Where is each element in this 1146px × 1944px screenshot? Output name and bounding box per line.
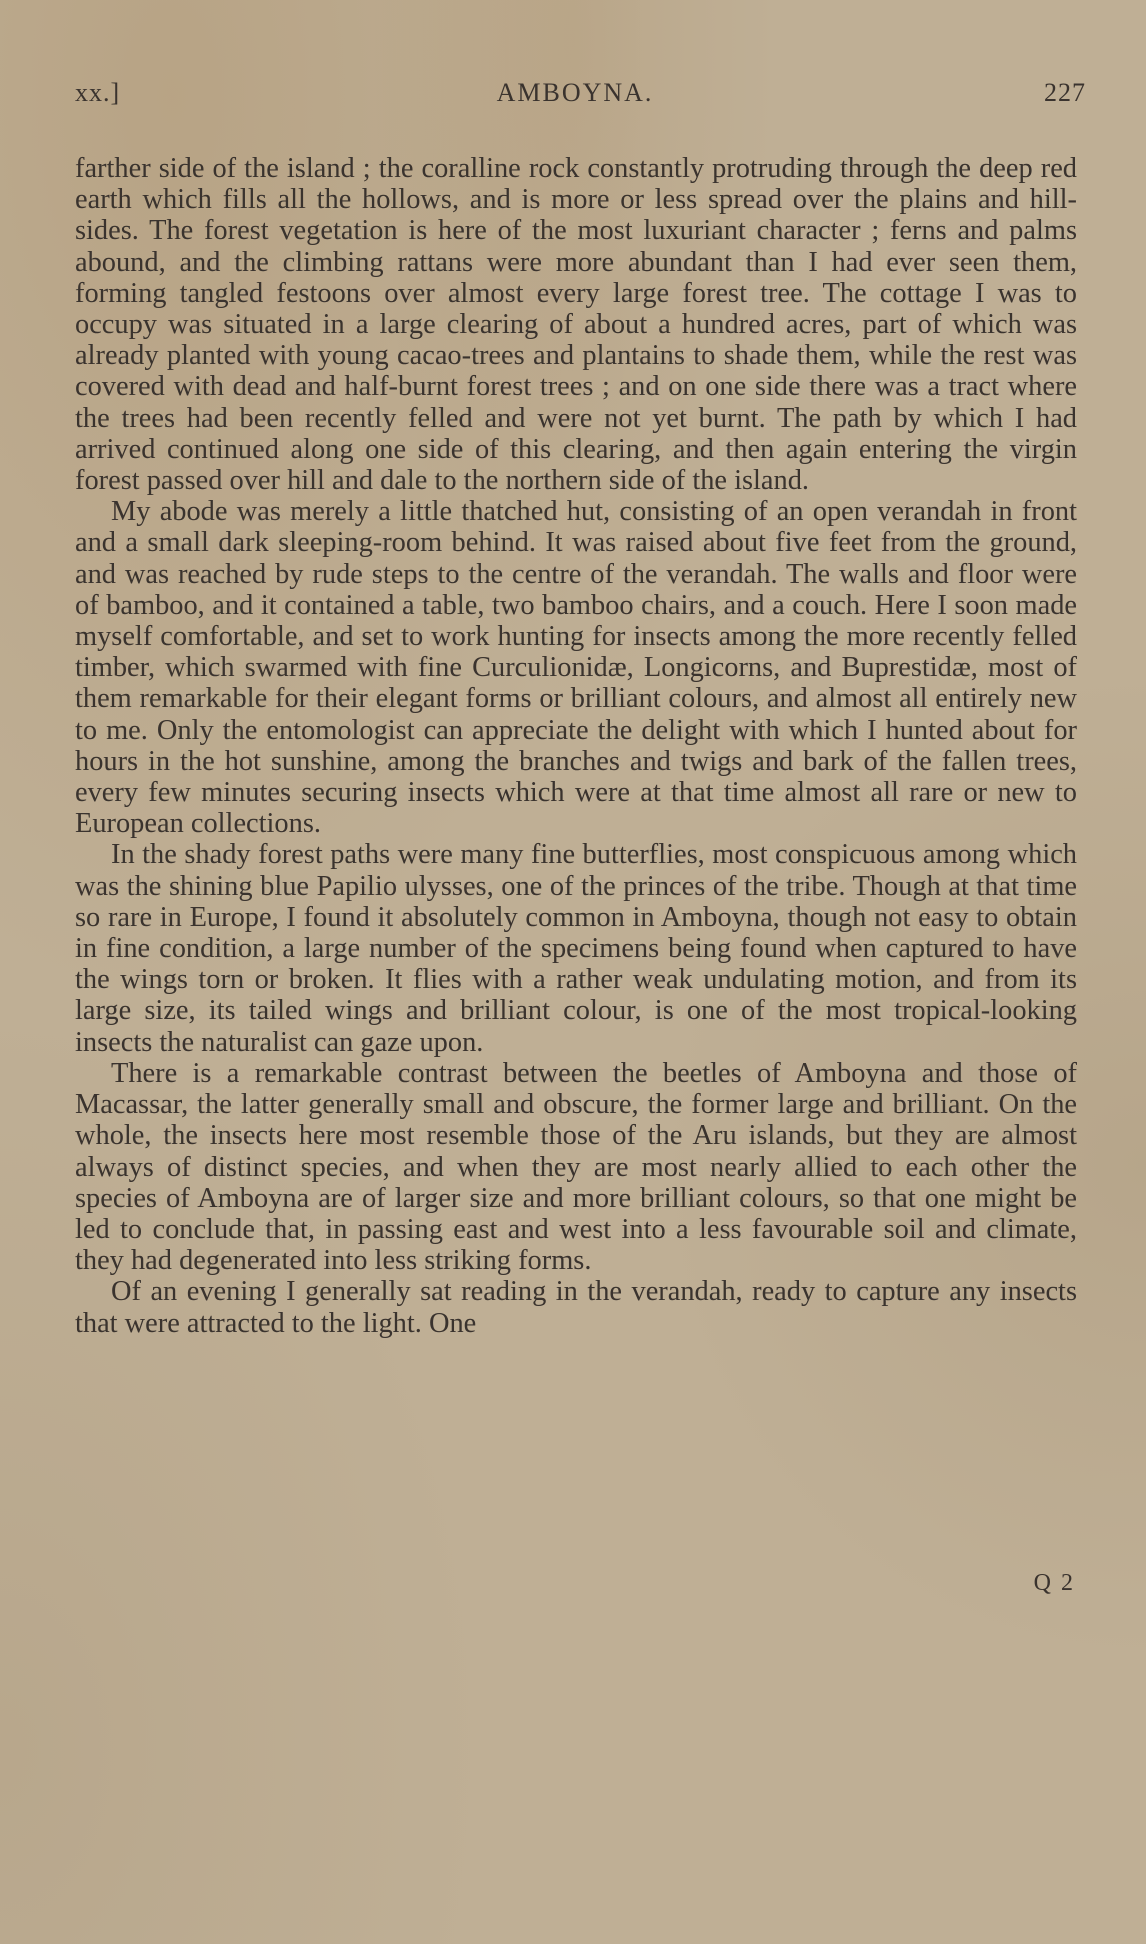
running-head bbox=[75, 70, 1086, 110]
paragraph: My abode was merely a little thatched hut, consisting of an open verandah in front and a small dark sleeping-room behind. It was raised about five feet from the ground, and was reached by rude steps to the centre of the verandah. The walls and floor were of bamboo, and it contained a table, two bamboo chairs, and a couch. Here I soon made myself comfortable, and set to work hunting for insects among the more recently felled timber, which swarmed with fine Curculionidæ, Longicorns, and Buprestidæ, most of them remarkable for their elegant forms or brilliant colours, and almost all entirely new to me. Only the entomologist can appreciate the delight with which I hunted about for hours in the hot sunshine, among the branches and twigs and bark of the fallen trees, every few minutes securing insects which were at that time almost all rare or new to European collections. bbox=[75, 496, 1077, 840]
page-title: AMBOYNA. bbox=[496, 78, 654, 107]
chapter-number: xx.] bbox=[75, 78, 121, 107]
paragraph: farther side of the island ; the coralline rock constantly protruding through the deep red earth which fills all the hollows, and is more or less spread over the plains and hill-sides. The forest vegetation is here of the most luxuriant character ; ferns and palms abound, and the climbing rattans were more abundant than I had ever seen them, forming tangled festoons over almost every large forest tree. The cottage I was to occupy was situated in a large clearing of about a hundred acres, part of which was already planted with young cacao-trees and plantains to shade them, while the rest was covered with dead and half-burnt forest trees ; and on one side there was a tract where the trees had been recently felled and were not yet burnt. The path by which I had arrived continued along one side of this clearing, and then again entering the virgin forest passed over hill and dale to the northern side of the island. bbox=[75, 153, 1077, 497]
body-text bbox=[75, 153, 1077, 1339]
book-page bbox=[75, 70, 1086, 1900]
page-number: 227 bbox=[1044, 78, 1086, 107]
paragraph: There is a remarkable contrast between the beetles of Amboyna and those of Macassar, the latter generally small and obscure, the former large and brilliant. On the whole, the insects here most resemble those of the Aru islands, but they are almost always of distinct species, and when they are most nearly allied to each other the species of Amboyna are of larger size and more brilliant colours, so that one might be led to conclude that, in passing east and west into a less favourable soil and climate, they had degenerated into less striking forms. bbox=[75, 1057, 1077, 1277]
paragraph: Of an evening I generally sat reading in the verandah, ready to capture any insects that were attracted to the light. One bbox=[75, 1276, 1077, 1339]
signature-mark: Q 2 bbox=[1033, 1570, 1075, 1596]
paragraph: In the shady forest paths were many fine butterflies, most conspicuous among which was the shining blue Papilio ulysses, one of the princes of the tribe. Though at that time so rare in Europe, I found it absolutely common in Amboyna, though not easy to obtain in fine condition, a large number of the specimens being found when captured to have the wings torn or broken. It flies with a rather weak undulating motion, and from its large size, its tailed wings and brilliant colour, is one of the most tropical-looking insects the naturalist can gaze upon. bbox=[75, 839, 1077, 1058]
